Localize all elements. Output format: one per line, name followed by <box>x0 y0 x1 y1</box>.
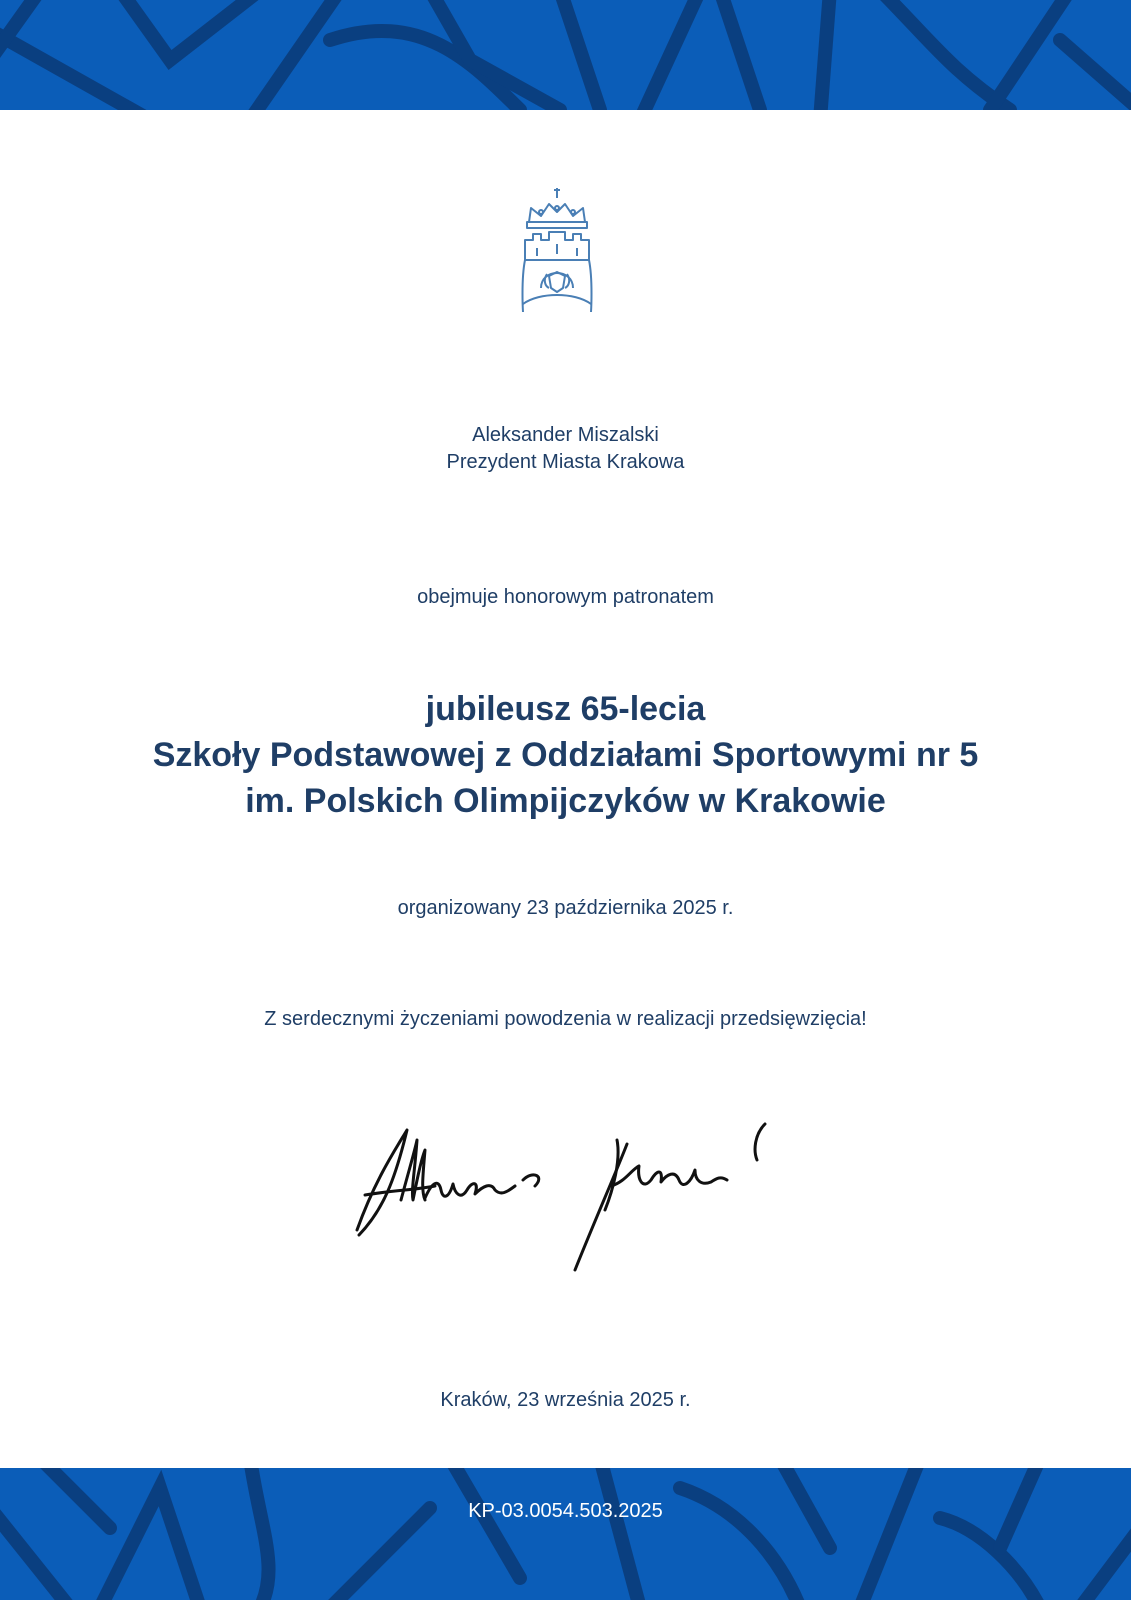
handwritten-signature-icon <box>355 1120 795 1290</box>
band-pattern <box>0 1468 1131 1600</box>
event-title <box>0 686 1131 824</box>
sender-role: Prezydent Miasta Krakowa <box>446 451 685 473</box>
place-and-date: Kraków, 23 września 2025 r. <box>440 1389 691 1411</box>
title-line-2: Szkoły Podstawowej z Oddziałami Sportowymi nr 5 <box>152 736 979 774</box>
title-line-1: jubileusz 65-lecia <box>425 690 706 728</box>
top-decorative-band <box>0 0 1131 110</box>
band-pattern <box>0 0 1131 110</box>
lead-text: obejmuje honorowym patronatem <box>417 586 714 608</box>
sender-name: Aleksander Miszalski <box>472 424 659 446</box>
event-date: organizowany 23 października 2025 r. <box>397 897 734 919</box>
krakow-coat-of-arms-icon <box>519 188 595 312</box>
title-line-3: im. Polskich Olimpijczyków w Krakowie <box>245 782 886 820</box>
wishes-text: Z serdecznymi życzeniami powodzenia w realizacji przedsięwzięcia! <box>264 1008 867 1030</box>
bottom-decorative-band <box>0 1468 1131 1600</box>
sender-block <box>0 422 1131 476</box>
reference-number: KP-03.0054.503.2025 <box>468 1500 663 1522</box>
